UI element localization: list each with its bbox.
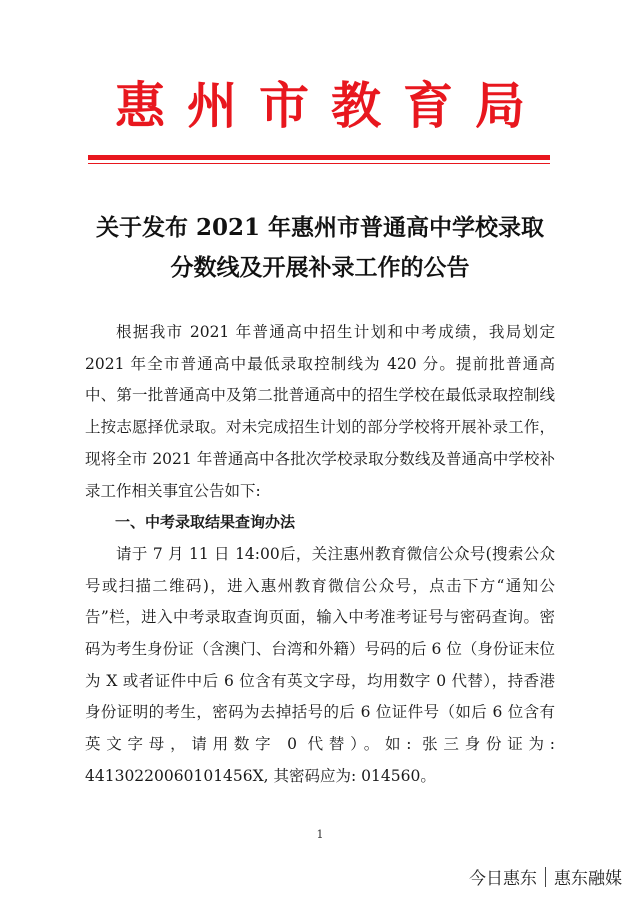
watermark (469, 864, 622, 889)
page-number: 1 (316, 828, 324, 841)
section-paragraph: 请于 7 月 11 日 14:00后，关注惠州教育微信公众号(搜索公众号或扫描二维码)，进入惠州教育微信公众号，点击下方“通知公告”栏，进入中考录取查询页面，输入中考准考证号与密码查询。密码为考生身份证（含澳门、台湾和外籍）号码的后 6 位（身份证末位为 X 或者证件中后 6 位含有英文字母，均用数字 0 代替），持香港身份证明的考生，密码为去掉括号的后 6 位证件号（如后 6 位含有英文字母，请用数字 0 代替）。如: 张三身份证为: 44130220060101456X, 其密码应为: 014560。 (85, 544, 555, 785)
document-title-line1: 关于发布 2021 年惠州市普通高中学校录取 (95, 214, 545, 241)
document-body (85, 317, 555, 793)
red-rule-thin (88, 163, 550, 164)
watermark-left: 今日惠东 (469, 869, 537, 889)
intro-paragraph: 根据我市 2021 年普通高中招生计划和中考成绩，我局划定 2021 年全市普通高中最低录取控制线为 420 分。提前批普通高中、第一批普通高中及第二批普通高中的招生学校在最低录取控制线上按志愿择优录取。对未完成招生计划的部分学校将开展补录工作，现将全市 2021 年普通高中各批次学校录取分数线及普通高中学校补录工作相关事宜公告如下: (85, 323, 555, 500)
section-heading: 一、中考录取结果查询办法 (115, 513, 296, 532)
watermark-separator (545, 867, 546, 887)
watermark-right: 惠东融媒 (554, 869, 622, 889)
document-title-line2: 分数线及开展补录工作的公告 (170, 254, 470, 281)
red-rule-thick (88, 155, 550, 160)
masthead-title: 惠州市教育局 (115, 76, 547, 135)
